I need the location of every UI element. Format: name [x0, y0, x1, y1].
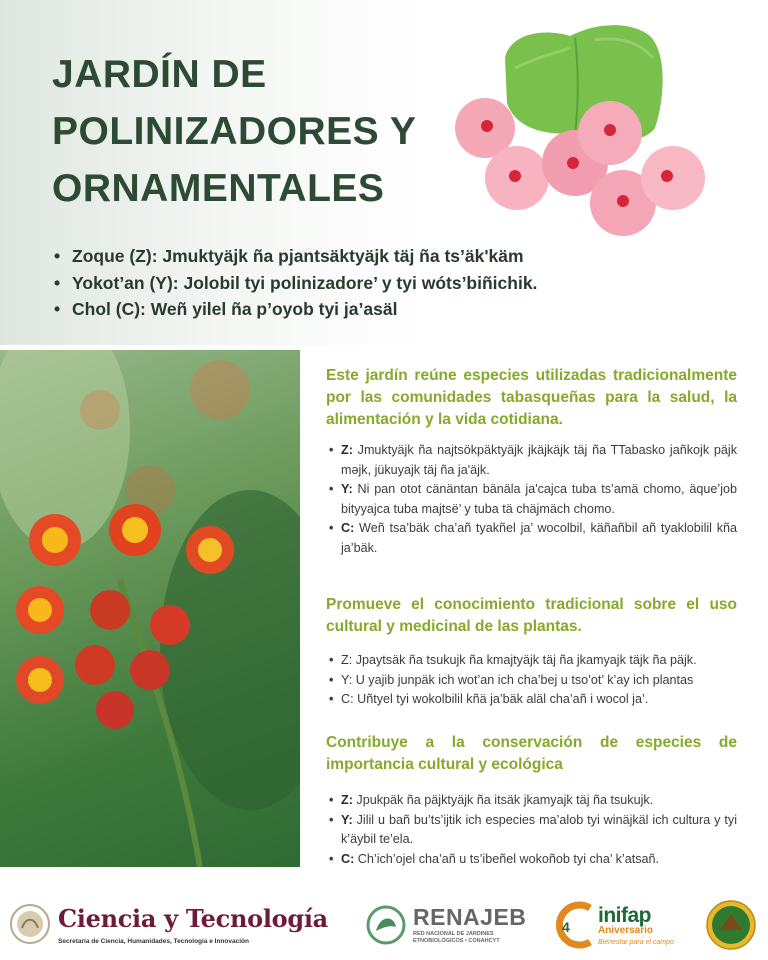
- item-text: Weñ tsa’bäk cha’añ tyakñel ja’ wocolbil, käñañbil añ tyaklobilil kña ja’bäk.: [341, 521, 738, 555]
- translation-list: [326, 441, 737, 558]
- inifap-logo-text: inifap: [598, 904, 651, 927]
- list-item: [326, 850, 737, 870]
- name-zoque: • Zoque (Z): Jmuktyäjk ña pjantsäktyäjk täj ña ts’äk'käm: [54, 243, 537, 270]
- translation-list: [326, 651, 737, 710]
- language-tag: Y:: [341, 482, 353, 496]
- section-conservation: [326, 732, 737, 869]
- item-text: Jmuktyäjk ña najtsökpäktyäjk jkäjkäjk täj ña TTabasko jañkojk päjk məjk, jükuyajk täj ña ja'äjk.: [341, 443, 737, 477]
- title-line: POLINIZADORES Y: [52, 110, 417, 153]
- list-item: [326, 441, 737, 480]
- page-title: [52, 46, 472, 217]
- language-tag: C:: [341, 521, 355, 535]
- section-knowledge: [326, 594, 737, 710]
- name-yokotan: • Yokot’an (Y): Jolobil tyi polinizadore’ y tyi wóts’biñichik.: [54, 270, 537, 297]
- language-tag: Z:: [341, 793, 353, 807]
- list-item: • C: Uñtyel tyi wokolbilil kñä ja’bäk aläl cha’añ i wocol ja’.: [326, 690, 737, 710]
- crown-of-thorns-flower-image: [455, 18, 710, 243]
- list-item: • Y: U yajib junpäk ich wot’an ich cha’bej u tso’ot’ k’ay ich plantas: [326, 671, 737, 691]
- section-traditional-uses: [326, 365, 737, 558]
- item-text: Ni pan otot cänäntan bänäla ja'cajca tuba ts’amä chomo, äque’job bityyajca tuba majtsë’ y tuba tä chäjmäch chomo.: [341, 482, 738, 516]
- ciencia-tecnologia-subtitle: Secretaría de Ciencia, Humanidades, Tecnología e Innovación: [58, 938, 249, 945]
- list-item: [326, 519, 737, 558]
- section-lead: Promueve el conocimiento tradicional sobre el uso cultural y medicinal de las plantas.: [326, 596, 737, 635]
- list-item: [326, 480, 737, 519]
- item-text: Ch’ich’ojel cha’añ u ts’ibeñel wokoñob tyi cha’ k’atsañ.: [357, 851, 660, 866]
- milkweed-flower-photo: [0, 350, 300, 867]
- list-item: • Z: Jpaytsäk ña tsukujk ña kmajtyäjk täj ña jkamyajk täjk ña päjk.: [326, 651, 737, 671]
- inifap-slogan: Bienestar para el campo: [598, 939, 674, 946]
- indigenous-names-list: [54, 243, 537, 323]
- language-tag: Y:: [341, 812, 353, 827]
- renajeb-logo-text: RENAJEB: [413, 904, 527, 930]
- section-lead: Contribuye a la conservación de especies de importancia cultural y ecológica: [326, 734, 737, 773]
- language-tag: Z:: [341, 443, 353, 457]
- svg-text:4: 4: [562, 919, 570, 935]
- translation-list: [326, 791, 737, 869]
- name-chol: • Chol (C): Weñ yilel ña p’oyob tyi ja’asäl: [54, 296, 537, 323]
- inifap-anniversary-icon: [550, 900, 598, 950]
- renajeb-leaf-icon: [364, 905, 408, 945]
- list-item: [326, 791, 737, 811]
- ciencia-tecnologia-logo-text: Ciencia y Tecnología: [58, 904, 328, 933]
- renajeb-subtitle: RED NACIONAL DE JARDINES ETNOBIOLÓGICOS • CONAHCYT: [413, 931, 500, 944]
- title-line: ORNAMENTALES: [52, 167, 385, 210]
- item-text: Jilil u bañ bu’ts’ijtik ich especies ma’alob tyi winäjkäl ich cultura y tyi k’äybil te’ela.: [341, 812, 737, 846]
- university-seal-logo: [706, 900, 756, 950]
- item-text: Jpukpäk ña päjktyäjk ña itsäk jkamyajk täj ña tsukujk.: [356, 793, 654, 807]
- language-tag: C:: [341, 851, 355, 866]
- section-lead: Este jardín reúne especies utilizadas tradicionalmente por las comunidades tabasqueñas para la salud, la alimentación y la vida cotidiana.: [326, 367, 737, 428]
- title-line: JARDÍN DE: [52, 53, 267, 96]
- mexico-seal-logo: [10, 903, 50, 945]
- list-item: [326, 811, 737, 850]
- inifap-anniversary: Aniversario: [598, 925, 654, 936]
